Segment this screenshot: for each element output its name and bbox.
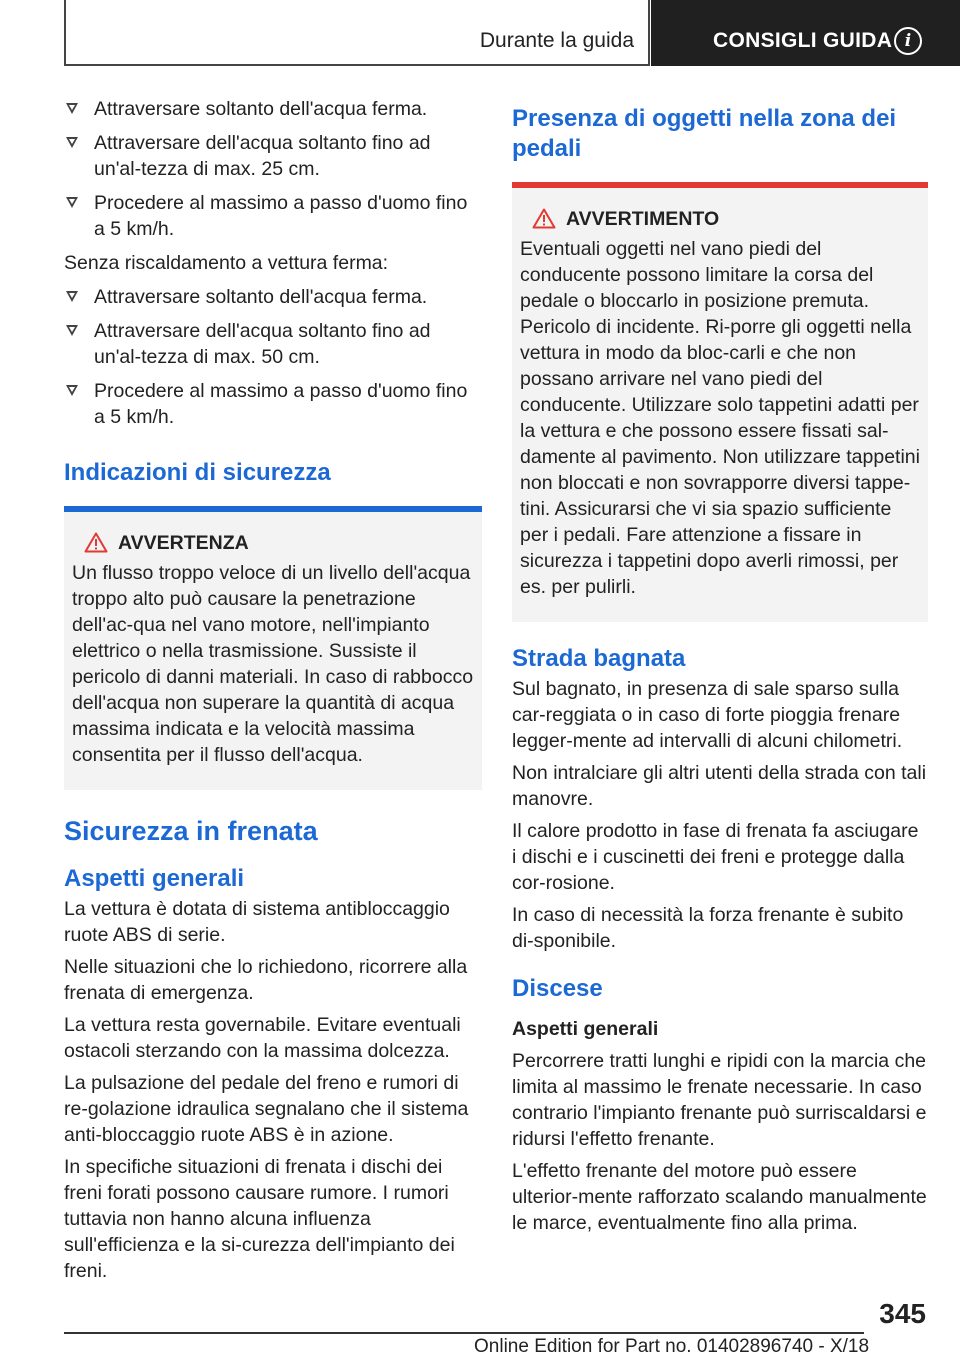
paragraph: Percorrere tratti lunghi e ripidi con la marcia che limita al massimo le frenate necessarie. In caso contrario l'impianto frenante può surriscaldarsi e ridursi l'effetto frenante. [512,1050,927,1150]
list-item: Procedere al massimo a passo d'uomo fino a 5 km/h. [64,190,482,242]
paragraph: Sul bagnato, in presenza di sale sparso sulla car-reggiata o in caso di forte pioggia frenare legger-mente ad intervalli di alcuni chilometri. [512,678,903,752]
subheading-general: Aspetti generali [512,1018,659,1040]
paragraph: L'effetto frenante del motore può essere ulterior-mente rafforzato scalando manualmente le marce, eventualmente fino alla prima. [512,1160,927,1234]
triangle-bullet-icon [66,137,78,148]
page-number: 345 [879,1298,926,1329]
paragraph-no-heating: Senza riscaldamento a vettura ferma: [64,252,389,274]
warning-triangle-icon [532,208,556,229]
header-chapter-title: CONSIGLI GUIDA [713,29,893,52]
header-section-box [64,0,650,66]
heading-braking-safety: Sicurezza in frenata [64,816,318,846]
info-icon: i [894,27,922,55]
warning-title: AVVERTENZA [72,530,474,556]
paragraph: Non intralciare gli altri utenti della strada con tali manovre. [512,762,927,810]
triangle-bullet-icon [66,197,78,208]
heading-wet-road: Strada bagnata [512,645,686,672]
warning-text: Un flusso troppo veloce di un livello dell'acqua troppo alto può causare la penetrazione dell'ac-qua nel vano motore, nell'impianto elettrico o nella trasmissione. Sussiste il pericolo di danni materiali. In caso di rabbocco dell'acqua non superare la quantità di acqua massima indicata e la velocità massima consentita per il flusso dell'acqua. [72,562,474,766]
paragraph: Il calore prodotto in fase di frenata fa asciugare i dischi e i cuscinetti dei freni e protegge dalla cor-rosione. [512,820,919,894]
triangle-bullet-icon [66,325,78,336]
header-section-title: Durante la guida [479,29,634,52]
page-header [0,0,960,66]
list-item: Attraversare soltanto dell'acqua ferma. [64,284,482,310]
paragraph: La vettura è dotata di sistema antibloccaggio ruote ABS di serie. [64,898,450,946]
list-item: Attraversare dell'acqua soltanto fino ad un'al-tezza di max. 25 cm. [64,130,482,182]
triangle-bullet-icon [66,291,78,302]
paragraph: Nelle situazioni che lo richiedono, ricorrere alla frenata di emergenza. [64,956,468,1004]
triangle-bullet-icon [66,103,78,114]
warning-box-pedals [512,182,928,622]
paragraph: In caso di necessità la forza frenante è subito di-sponibile. [512,904,904,952]
left-column [64,96,482,1290]
list-item: Attraversare dell'acqua soltanto fino ad un'al-tezza di max. 50 cm. [64,318,482,370]
list-item: Procedere al massimo a passo d'uomo fino a 5 km/h. [64,378,482,430]
warning-title: AVVERTIMENTO [520,206,920,232]
warning-text: Eventuali oggetti nel vano piedi del conducente possono limitare la corsa del pedale o bloccarlo in posizione premuta. Pericolo di incidente. Ri-porre gli oggetti nella vettura in modo da bloc-carli e che non possano arrivare nel vano piedi del conducente. Utilizzare solo tappetini adatti per la vettura e che possono essere fissati sal-damente al pavimento. Non utilizzare tappetini non bloccati e non sovrapporre diversi tappe-tini. Assicurarsi che vi sia spazio sufficiente per i pedali. Fare attenzione a fissare in sicurezza i tappetini dopo averli rimossi, per es. per pulirli. [520,238,920,598]
paragraph: In specifiche situazioni di frenata i dischi dei freni forati possono causare rumore. I rumori tuttavia non hanno alcuna influenza sull'efficienza e la si-curezza dell'impianto dei freni. [64,1156,455,1282]
header-chapter-box [651,0,960,66]
right-column [512,96,928,1242]
paragraph: La pulsazione del pedale del freno e rumori di re-golazione idraulica segnalano che il sistema anti-bloccaggio ruote ABS è in azione. [64,1072,469,1146]
paragraph: La vettura resta governabile. Evitare eventuali ostacoli sterzando con la massima dolcezza. [64,1014,461,1062]
list-item: Attraversare soltanto dell'acqua ferma. [64,96,482,122]
footer-edition: Online Edition for Part no. 01402896740 - X/18 [474,1336,870,1357]
heading-pedal-objects: Presenza di oggetti nella zona dei pedali [512,105,897,162]
footer-divider [64,1332,864,1334]
warning-triangle-icon [84,532,108,553]
heading-descents: Discese [512,975,603,1002]
heading-general: Aspetti generali [64,865,245,892]
warning-box-water [64,506,482,790]
heading-safety: Indicazioni di sicurezza [64,459,331,486]
bullet-list-flowing-water [64,96,482,242]
triangle-bullet-icon [66,385,78,396]
bullet-list-no-heating [64,284,482,430]
